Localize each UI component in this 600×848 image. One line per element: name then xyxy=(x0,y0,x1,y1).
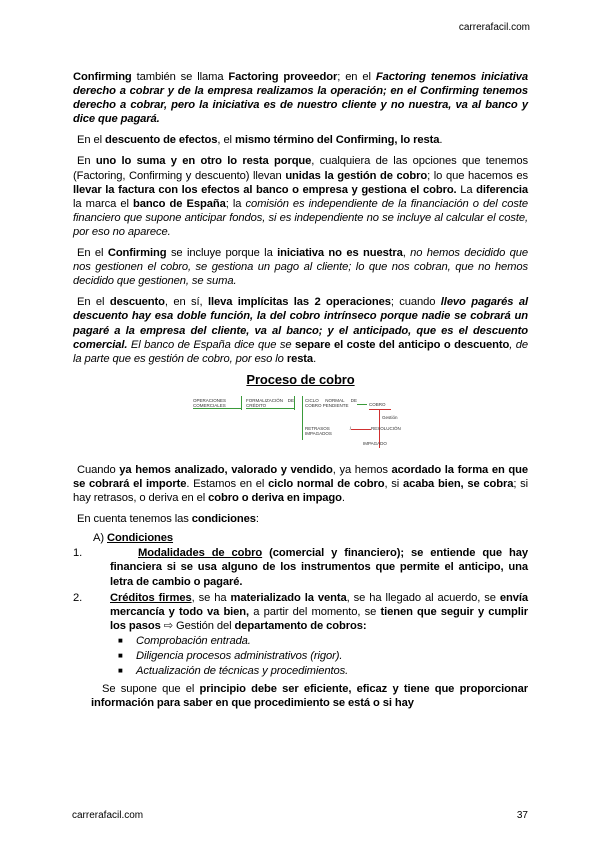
text-span: ; cuando xyxy=(390,296,441,309)
paragraph-cuando xyxy=(73,463,528,505)
text-span: (comercial y financiero); se entiende que hay financiera si se usa alguno de los instrumentos que permite el anticipo, una letra de cambio o pagaré. xyxy=(110,547,528,588)
text-span: En el xyxy=(77,296,110,309)
document-body xyxy=(73,70,528,717)
text-span: la marca el xyxy=(73,197,133,210)
diagram-connector xyxy=(302,396,303,440)
text-span: En xyxy=(77,155,96,168)
text-span: comisión es independiente de la financiación o del coste financiero que supone anticipar fondos, si es independiente no se incluye al calcular el coste, por eso no aparece. xyxy=(73,197,529,238)
diagram-label-gestion: Gestión xyxy=(382,414,398,420)
paragraph-confirming xyxy=(73,70,528,126)
text-span: separe el coste del anticipo o descuento xyxy=(294,338,510,351)
paragraph-descuento-efectos xyxy=(73,133,528,147)
diagram-underline xyxy=(369,409,391,410)
text-span: ; la xyxy=(225,197,246,210)
text-span: . xyxy=(341,492,345,505)
page-number: 37 xyxy=(516,810,528,821)
diagram-box-formalizacion: FORMALIZACIÓN DE CRÉDITO xyxy=(246,397,294,408)
text-span: En el xyxy=(77,134,106,147)
text-span: a partir del momento, se xyxy=(249,605,381,618)
text-span: lleva implícitas las 2 operaciones xyxy=(207,296,391,309)
diagram-connector xyxy=(294,396,295,410)
diagram-connector xyxy=(357,404,367,405)
diagram-box-impagado: IMPAGADO xyxy=(363,440,387,446)
paragraph-suma-resta xyxy=(73,154,528,239)
list-number: 1. xyxy=(73,547,83,560)
text-span: Confirming xyxy=(107,247,167,260)
diagram-box-operaciones: OPERACIONES COMERCIALES xyxy=(193,397,227,408)
diagram-box-ciclo: CICLO NORMAL DE COBRO PENDIENTE xyxy=(305,397,357,408)
paragraph-confirming-incluye xyxy=(73,246,528,288)
text-span: . xyxy=(313,352,317,365)
text-span: Se supone que el xyxy=(102,683,200,696)
text-span: Modalidades de cobro xyxy=(138,547,263,560)
text-span: uno lo suma y en otro lo resta porque xyxy=(95,155,312,168)
paragraph-descuento xyxy=(73,295,528,365)
text-span: , cualquiera de las opciones que tenemos (Factoring, Confirming y descuento) llevan xyxy=(73,155,528,182)
text-span: tienen que seguir y cumplir los pasos xyxy=(110,605,529,632)
text-span: también se llama xyxy=(131,71,229,83)
text-span: ; si hay retrasos, o deriva en el xyxy=(73,477,528,505)
diagram-underline xyxy=(246,408,294,409)
text-span: llevar la factura con los efectos al banco o empresa y gestiona el cobro. xyxy=(73,183,457,196)
list-item xyxy=(73,591,528,679)
diagram-connector xyxy=(241,396,242,410)
text-span: mismo término del Confirming, lo resta xyxy=(234,134,440,147)
text-span: llevo pagarés al descuento hay esa doble función, la del cobro intrínseco porque nadie se cobrará un pagaré a la empresa del cliente, va al banco; y el anticipado, que es el descuento comercial. xyxy=(73,296,528,351)
bullet-list xyxy=(110,634,528,678)
text-span: diferencia xyxy=(476,183,529,196)
text-span: departamento de cobros: xyxy=(234,619,367,632)
diagram-title: Proceso de cobro xyxy=(246,371,355,387)
list-item xyxy=(73,546,528,588)
text-span: iniciativa no es nuestra xyxy=(277,247,403,260)
text-span: El banco de España dice que se xyxy=(127,338,295,351)
section-title: Condiciones xyxy=(107,532,174,545)
text-span: : xyxy=(255,513,259,526)
text-span: , se ha xyxy=(191,591,231,604)
text-span: materializado la venta xyxy=(230,591,347,604)
text-span: descuento de efectos xyxy=(105,134,218,147)
text-span: descuento xyxy=(109,296,165,309)
text-span: acaba bien, se cobra xyxy=(402,477,514,490)
text-span: , se ha llegado al acuerdo, se xyxy=(346,591,500,604)
text-span: banco de España xyxy=(132,197,226,210)
diagram-connector xyxy=(351,429,371,430)
section-heading xyxy=(93,531,528,545)
text-span: Confirming xyxy=(73,71,132,83)
text-span: , de la parte que es gestión de cobro, por eso lo xyxy=(73,338,528,365)
text-span: cobro o deriva en impago xyxy=(208,492,342,505)
text-span: Créditos firmes xyxy=(110,591,192,604)
text-span: unidas la gestión de cobro xyxy=(285,169,428,182)
text-span: Cuando xyxy=(77,463,120,476)
text-span: acordado la forma en que se cobrará el importe xyxy=(73,463,528,490)
bullet-item: ■ Actualización de técnicas y procedimientos. xyxy=(110,664,528,678)
diagram-underline xyxy=(193,408,241,409)
diagram-box-cobro: COBRO xyxy=(369,401,386,407)
text-span: ; en el xyxy=(337,71,376,83)
text-span: no hemos decidido que nos gestionen el cobro, se gestiona un pago al cliente; lo que nos cobran, que no hemos decidido que gestionen, se suma. xyxy=(73,247,528,288)
list-number: 2. xyxy=(73,591,83,604)
text-span: Factoring proveedor xyxy=(228,71,338,83)
page-footer-site: carrerafacil.com xyxy=(72,810,144,821)
text-span: . Estamos en el xyxy=(186,477,269,490)
bullet-item: ■ Comprobación entrada. xyxy=(110,634,528,648)
text-span: En cuenta tenemos las xyxy=(77,513,192,526)
text-span: Factoring tenemos iniciativa derecho a cobrar y de la empresa realizamos la operación; en el Confirming tenemos derecho a cobrar, pero la iniciativa es de nuestro cliente y no nuestra, va al banco y dice que pagará. xyxy=(73,71,528,126)
text-span: La xyxy=(456,183,477,196)
text-span: resta xyxy=(286,352,314,365)
text-span: condiciones xyxy=(191,513,256,526)
conditions-list xyxy=(73,546,528,678)
paragraph-condiciones-intro xyxy=(73,512,528,526)
bullet-item: ■ Diligencia procesos administrativos (rigor). xyxy=(110,649,528,663)
text-span: se incluye porque la xyxy=(166,247,278,260)
text-span: En el xyxy=(77,247,108,260)
text-span: , el xyxy=(217,134,235,147)
text-span: . xyxy=(439,134,443,147)
text-span: ⇨ Gestión del xyxy=(160,619,235,632)
text-span: , si xyxy=(384,477,403,490)
section-letter: A) xyxy=(93,532,107,545)
text-span: , en sí, xyxy=(164,296,208,309)
diagram-box-resolucion: RESOLUCIÓN xyxy=(371,425,401,431)
text-span: , ya hemos xyxy=(332,463,392,476)
paragraph-principio xyxy=(73,682,528,710)
text-span: ciclo normal de cobro xyxy=(268,477,385,490)
text-span: principio debe ser eficiente, eficaz y tiene que proporcionar información para saber en que procedimiento se está o si hay xyxy=(91,683,528,710)
text-span: , xyxy=(402,247,411,260)
text-span: ; lo que hacemos es xyxy=(427,169,528,182)
page-header-site: carrerafacil.com xyxy=(458,22,530,33)
text-span: ya hemos analizado, valorado y vendido xyxy=(119,463,333,476)
diagram-box-retrasos: RETRASOS / IMPAGADOS xyxy=(305,425,351,436)
process-diagram xyxy=(73,393,528,455)
text-span: envía mercancía y todo va bien, xyxy=(110,591,528,618)
